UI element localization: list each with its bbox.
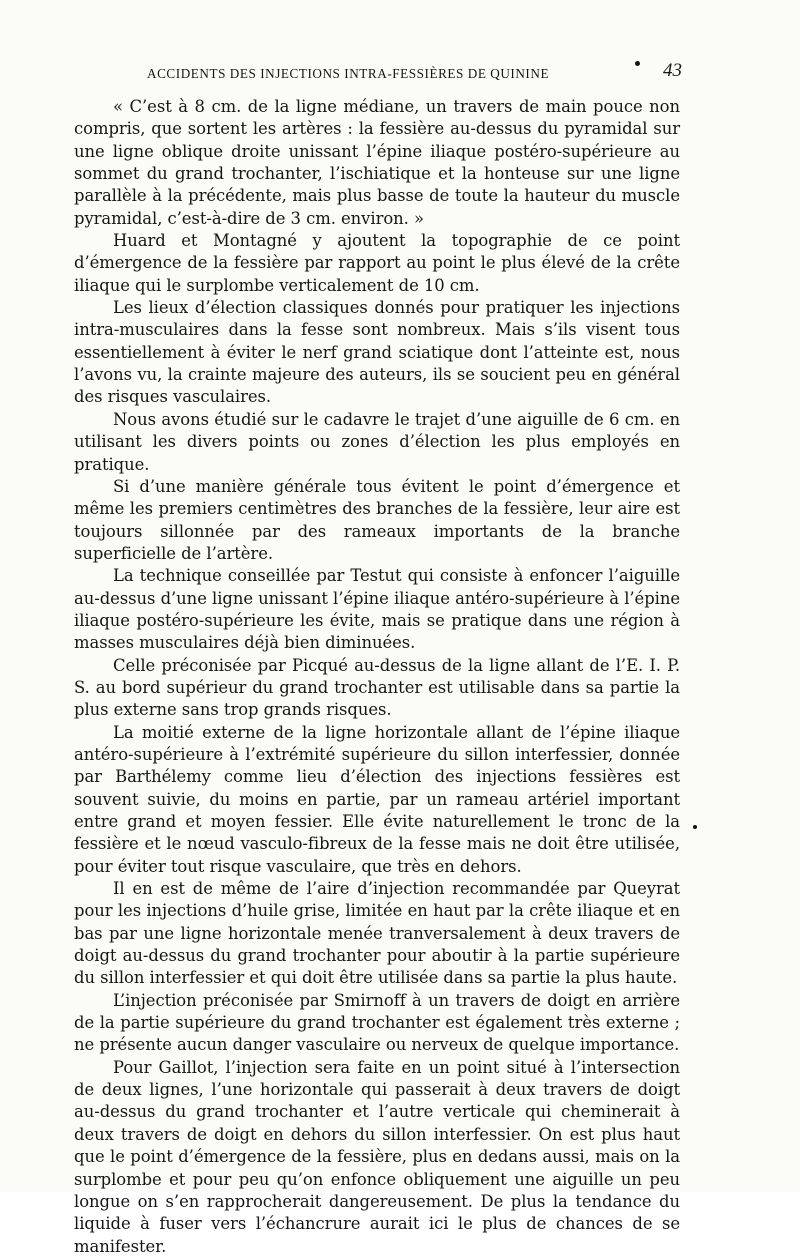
paragraph-queyrat: Il en est de même de l’aire d’injection recommandée par Queyrat pour les injections d’huile grise, limitée en haut par la crête iliaque et en bas par une ligne horizontale menée tranversalement à deux travers de doigt au-dessus du grand trochanter pour aboutir à la partie supérieure du sillon interfessier et qui doit être utilisée dans sa partie la plus haute. bbox=[74, 879, 680, 988]
ink-dot-margin bbox=[693, 825, 697, 829]
paragraph-cadaver-study: Nous avons étudié sur le cadavre le trajet d’une aiguille de 6 cm. en utilisant les divers points ou zones d’élection les plus employés en pratique. bbox=[74, 409, 680, 474]
paragraph-huard-montagne: Huard et Montagné y ajoutent la topographie de ce point d’émergence de la fessière par rapport au point le plus élevé de la crête iliaque qui le surplombe verticalement de 10 cm. bbox=[74, 231, 680, 295]
page-header bbox=[147, 62, 682, 84]
running-title: ACCIDENTS DES INJECTIONS INTRA-FESSIÈRES DE QUININE bbox=[147, 66, 550, 81]
paragraph-testut: La technique conseillée par Testut qui consiste à enfoncer l’aiguille au-dessus d’une ligne unissant l’épine iliaque antéro-supérieure à l’épine iliaque postéro-supérieure les évite, mais se pratique dans une région à masses musculaires déjà bien diminuées. bbox=[74, 566, 680, 653]
body-text bbox=[74, 96, 680, 1258]
paragraph-quote-arteries: « C’est à 8 cm. de la ligne médiane, un travers de main pouce non compris, que sortent les artères : la fessière au-dessus du pyramidal sur une ligne oblique droite unissant l’épine iliaque postéro-supérieure au sommet du grand trochanter, l’ischiatique et la honteuse sur une ligne parallèle à la précédente, mais plus basse de toute la hauteur du muscle pyramidal, c’est-à-dire de 3 cm. environ. » bbox=[74, 97, 680, 228]
paragraph-smirnoff: L’injection préconisée par Smirnoff à un travers de doigt en arrière de la partie supérieure du grand trochanter est également très externe ; ne présente aucun danger vasculaire ou nerveux de quelque importance. bbox=[74, 990, 680, 1055]
paragraph-classic-sites: Les lieux d’élection classiques donnés pour pratiquer les injections intra-musculaires dans la fesse sont nombreux. Mais s’ils visent tous essentiellement à éviter le nerf grand sciatique dont l’atteinte est, nous l’avons vu, la crainte majeure des auteurs, ils se soucient peu en général des risques vasculaires. bbox=[74, 298, 680, 407]
paragraph-general-manner: Si d’une manière générale tous évitent le point d’émergence et même les premiers centimètres des branches de la fessière, leur aire est toujours sillonnée par des rameaux importants de la branche superficielle de l’artère. bbox=[74, 476, 680, 563]
paragraph-barthelemy: La moitié externe de la ligne horizontale allant de l’épine iliaque antéro-supérieure à l’extrémité supérieure du sillon interfessier, donnée par Barthélemy comme lieu d’élection des injections fessières est souvent suivie, du moins en partie, par un rameau artériel important entre grand et moyen fessier. Elle évite naturellement le tronc de la fessière et le nœud vasculo-fibreux de la fesse mais ne doit être utilisée, pour éviter tout risque vasculaire, que très en dehors. bbox=[74, 722, 680, 876]
paragraph-gaillot: Pour Gaillot, l’injection sera faite en un point situé à l’intersection de deux lignes, l’une horizontale qui passerait à deux travers de doigt au-dessus du grand trochanter et l’autre verticale qui cheminerait à deux travers de doigt en dehors du sillon interfessier. On est plus haut que le point d’émergence de la fessière, plus en dedans aussi, mais on la surplombe et pour peu qu’on enfonce obliquement une aiguille un peu longue on s’en rapprocherait dangereusement. De plus la tendance du liquide à fuser vers l’échancrure aurait ici le plus de chances de se manifester. bbox=[74, 1057, 680, 1256]
paragraph-picque: Celle préconisée par Picqué au-dessus de la ligne allant de l’E. I. P. S. au bord supérieur du grand trochanter est utilisable dans sa partie la plus externe sans trop grands risques. bbox=[74, 655, 680, 720]
page-number: 43 bbox=[663, 60, 682, 81]
